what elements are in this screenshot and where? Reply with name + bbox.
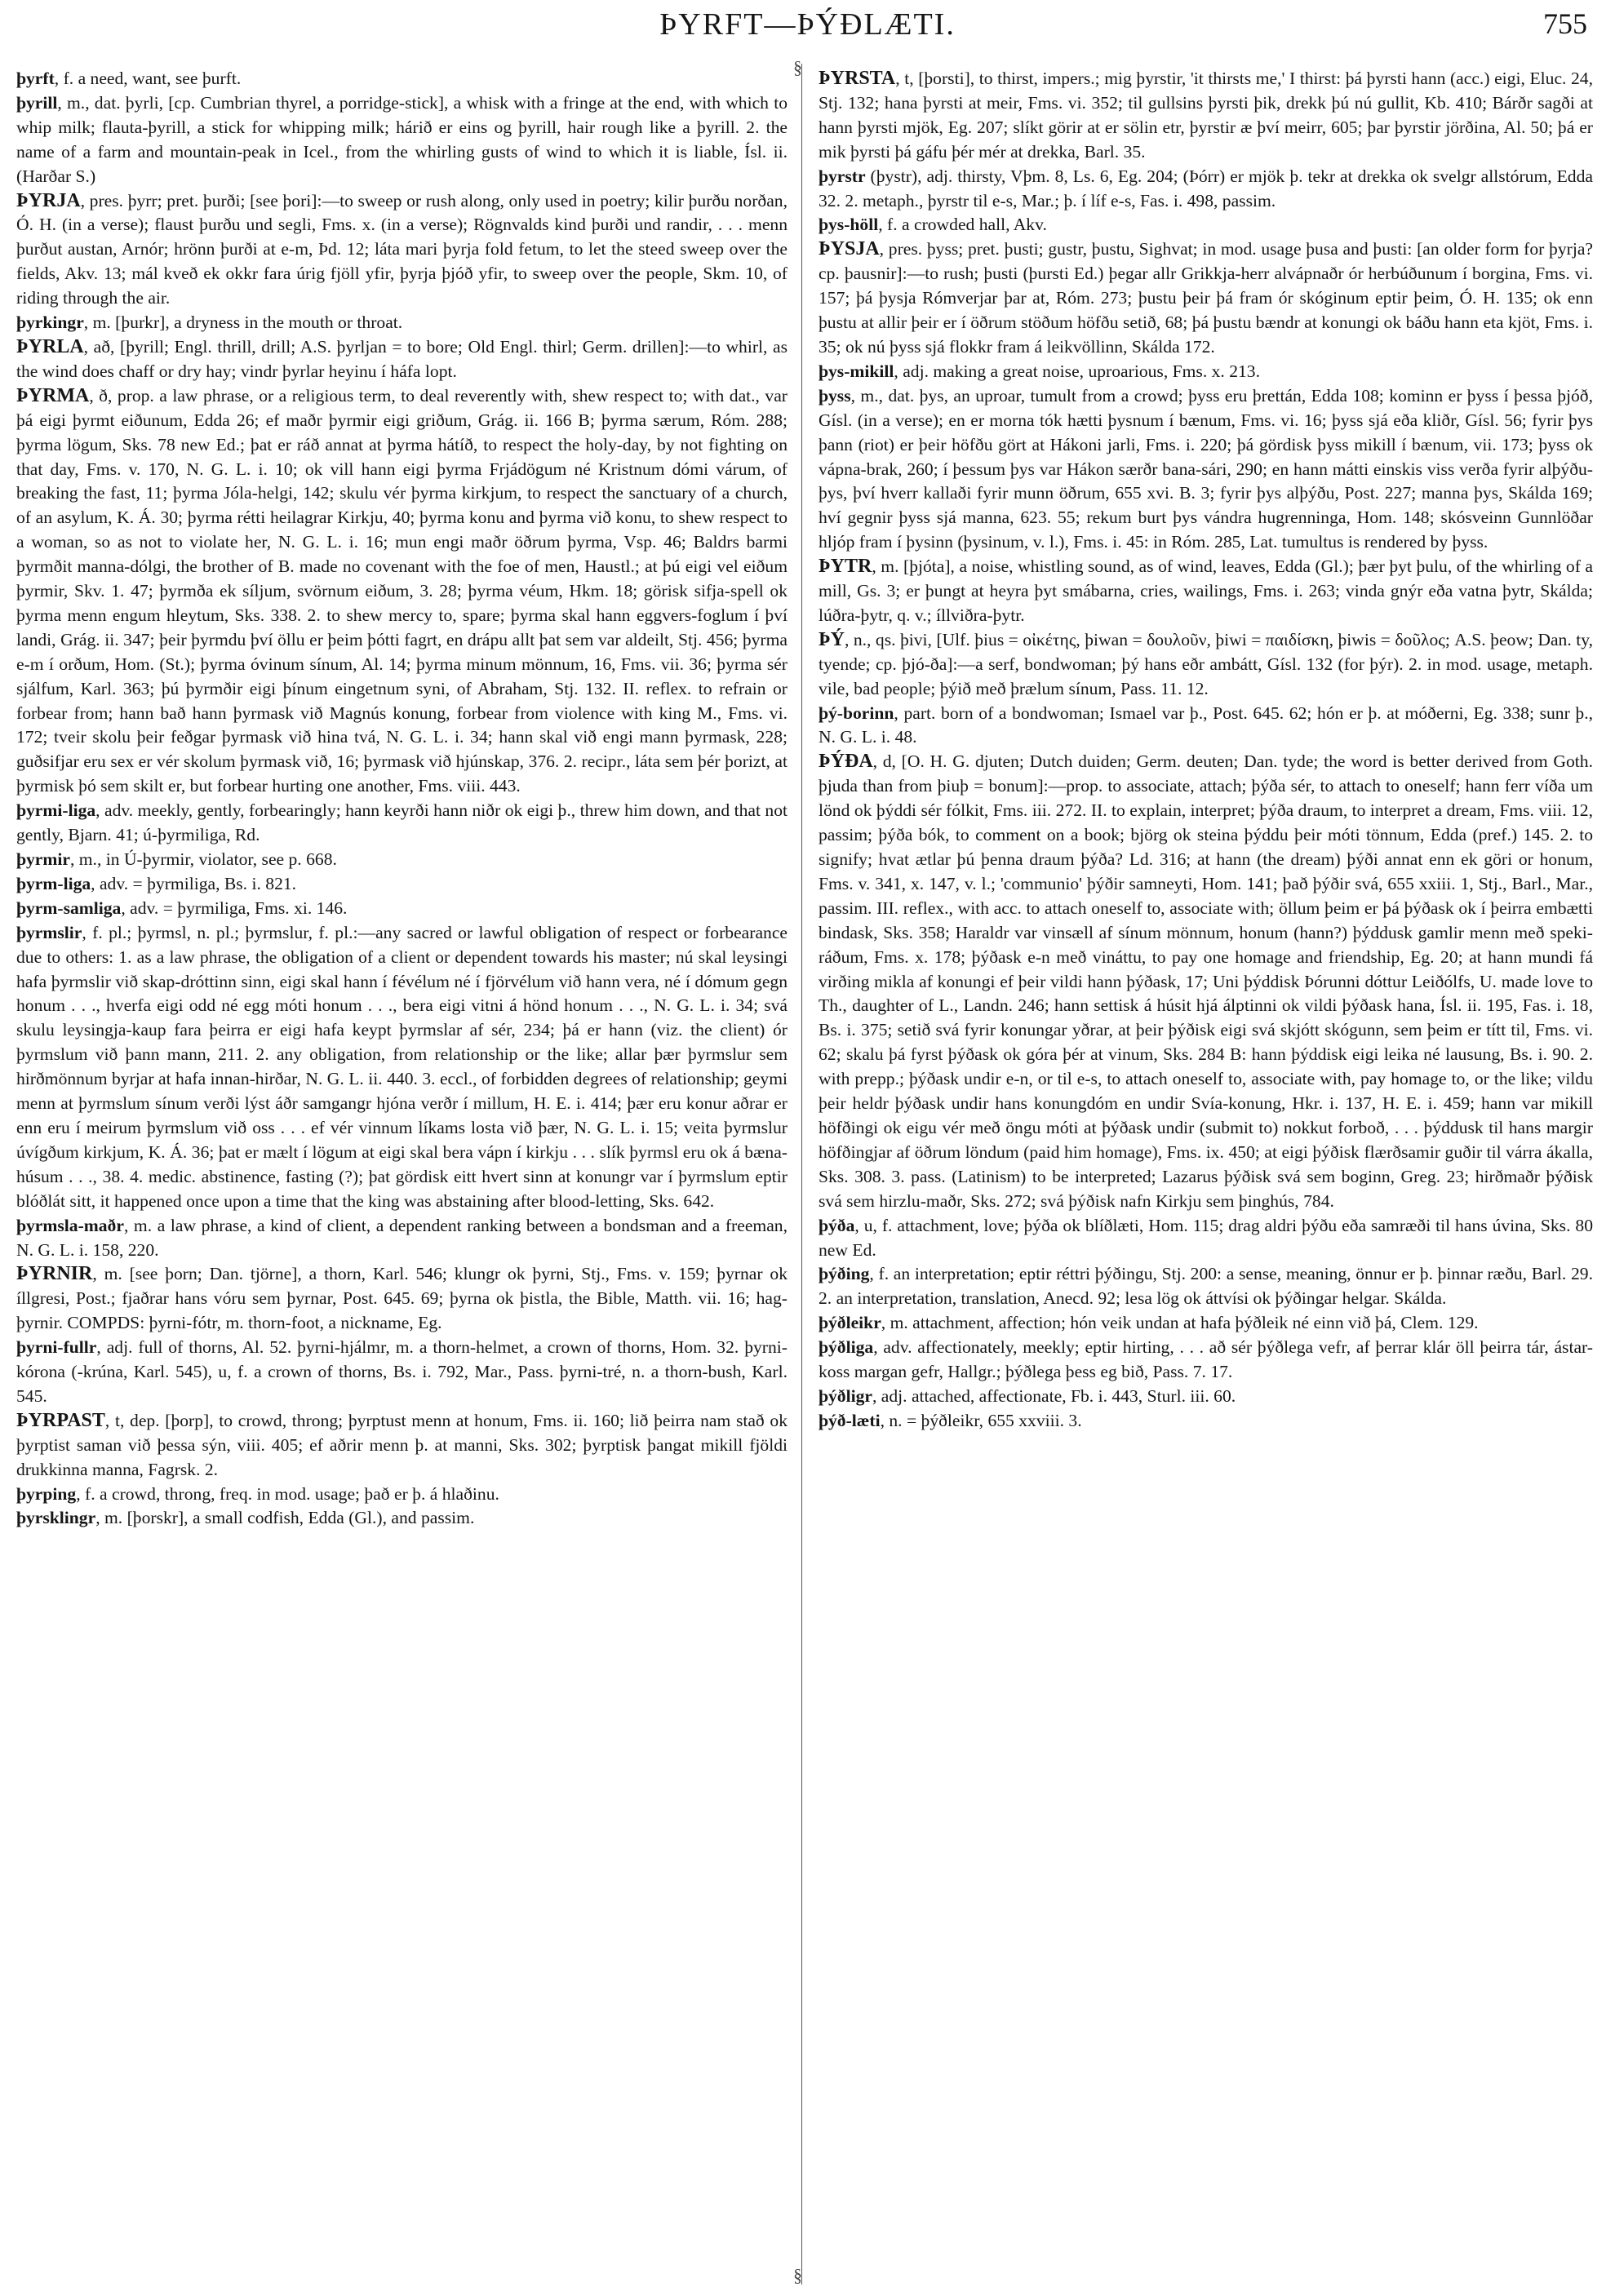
entry-headword: þys-höll [819,215,879,235]
entry-headword: þyrm-samliga [16,898,122,918]
dictionary-entry [819,67,1593,165]
entry-definition: , adj. attached, affectionate, Fb. i. 443, Sturl. iii. 60. [872,1385,1236,1406]
entry-definition: , d, [O. H. G. djuten; Dutch duiden; Germ. deuten; Dan. tyde; the word is better derived from Goth. þjuda than from þiuþ = bonum]:—prop. to associate, attach; þýða sér, to attach to oneself; hann ferr víða um lönd ok þýddi sér fólkit, Fms. iii. 272. II. to explain, interpret; þýða draum, to interpret a dream, Fms. viii. 12, passim; þýða bók, to comment on a book; björg ok steina þýddu þeir móti tönnum, Edda (pref.) 145. 2. to signify; hvat ætlar þú þenna draum þýða? Ld. 316; at hann (the dream) þýði annat enn ek göri or honum, Fms. v. 341, x. 147, v. l.; 'communio' þýðir samneyti, Hom. 141; það þýðir svá, 655 xxiii. 1, Stj., Barl., Mar., passim. III. reflex., with acc. to attach oneself to, associate with; öllum þeim er þá þýðask ok í þeirra embætti bindask, Sks. 358; Haraldr var vinsæll af sínum mönnum, honum (hann?) þýddusk gamlir menn með speki-ráðum, Fms. x. 178; þýðask e-n með vináttu, to pay one homage and friendship, Eg. 20; at hann mundi fá virðing mikla af konungi ef þeir vildi hann þýðask, 17; Uni þýddisk Þórunni dóttur Leiðólfs, U. made love to Th., daughter of L., Landn. 246; hann settisk á húsit hjá álptinni ok vildi þýðask hana, Ísl. ii. 195, Fas. i. 18, Bs. i. 375; setið svá fyrir konungar yðrar, at þeir þýðisk eigi svá skjótt skógunn, sem þeim er títt til, Fms. vi. 62; skalu þá fyrst þýðask ok góra þér at vinum, Sks. 284 B: hann þýddisk eigi leika né lausung, Bs. i. 90. 2. with prepp.; þýðask undir e-n, or til e-s, to attach oneself to, associate with, pay homage to, or the like; vildu þeir heldr þýðask undir hans konungdóm en undir Svía-konung, Hkr. i. 137, H. E. i. 459; hann var mikill höfðingi ok eigu vér með öngu móti at þýðask undir (submit to) nokkut forboð, . . . þýddusk til hans margir höfðingjar af öðrum löndum (paid him homage), Fms. ix. 450; at eigi þýðisk flærðsamir guðir til várra ákalla, Sks. 308. 3. pass. (Latinism) to be interpreted; Lazarus þýðisk svá sem boginn, Greg. 23; hirðmaðr þýðisk svá sem hirzlu-maðr, Sks. 272; svá þýðisk nafn Kirkju sem þinghús, 784. [819,751,1593,1211]
dictionary-entry [819,1311,1593,1336]
entry-headword: þyrping [16,1483,77,1504]
dictionary-entry [16,872,788,897]
dictionary-entry [16,1336,788,1409]
entry-definition: , m. [þurkr], a dryness in the mouth or throat. [83,312,403,333]
page-title: ÞYRFT—ÞÝÐLÆTI. [659,7,956,42]
entry-headword: ÞYTR [819,556,872,578]
entry-headword: þys-mikill [819,361,894,381]
entry-definition: , u, f. attachment, love; þýða ok blíðlæti, Hom. 115; drag aldri þýðu eða samræði til hans úvina, Sks. 80 new Ed. [819,1215,1593,1260]
entry-definition: (þystr), adj. thirsty, Vþm. 8, Ls. 6, Eg. 204; (Þórr) er mjök þ. tekr at drekka ok svelgr allstórum, Edda 32. 2. metaph., þyrstr til e-s, Mar.; þ. í líf e-s, Fas. i. 498, passim. [819,166,1593,211]
left-column [16,67,788,2282]
entry-definition: , m. [þorskr], a small codfish, Edda (Gl.), and passim. [95,1508,475,1528]
dictionary-entry [819,1214,1593,1263]
entry-headword: þýðing [819,1264,870,1284]
dictionary-entry [819,750,1593,1213]
dictionary-entry [819,702,1593,751]
entry-headword: þýðligr [819,1385,872,1406]
entry-definition: , m. [see þorn; Dan. tjörne], a thorn, Karl. 546; klungr ok þyrni, Stj., Fms. v. 159; þyrnar ok íllgresi, Post.; fjaðrar hans vóru sem þyrnar, Post. 645. 69; þyrna ok þistla, the Bible, Matth. vii. 16; hag-þyrnir. COMPDS: þyrni-fótr, m. thorn-foot, a nickname, Eg. [16,1264,788,1333]
entry-definition: , adv. = þyrmiliga, Bs. i. 821. [91,873,297,893]
entry-definition: , part. born of a bondwoman; Ismael var þ., Post. 645. 62; hón er þ. at móðerni, Eg. 338; sunr þ., N. G. L. i. 48. [819,703,1593,747]
entry-definition: , adj. making a great noise, uproarious, Fms. x. 213. [894,361,1261,381]
column-divider [801,64,802,2285]
entry-definition: , f. a crowd, throng, freq. in mod. usage; það er þ. á hlaðinu. [76,1483,499,1504]
dictionary-entry [16,921,788,1214]
entry-headword: þyrill [16,92,58,113]
entry-definition: , n., qs. þivi, [Ulf. þius = οἰκέτης, þiwan = δουλοῦν, þiwi = παιδίσκη, þiwis = δοῦλος; A.S. þeow; Dan. ty, tyende; cp. þjó-ða]:—a serf, bondwoman; þý hans eðr ambátt, Gísl. 132 (for þýr). 2. in mod. usage, metaph. vile, bad people; þýið með þrælum sínum, Pass. 11. 12. [819,629,1593,698]
dictionary-entry [16,384,788,799]
entry-definition: , pres. þyss; pret. þusti; gustr, þustu, Sighvat; in mod. usage þusa and þusti: [an older form for þyrja? cp. þausnir]:—to rush; þusti (þursti Ed.) þegar allr Grikkja-herr alvápnaðr ór herbúðunum í borgina, Fms. vi. 157; þá þysja Rómverjar þar at, Róm. 273; þustu þeir þá fram ór skóginum eptir þeim, Ó. H. 135; ok enn þustu at allir þeir er í öðrum stöðum höfðu setið, 68; þá þustu bændr at konungi ok báðu hann eta kjöt, Fms. i. 35; ok nú þyss sjá flokkr fram á leikvöllinn, Skálda 172. [819,239,1593,357]
dictionary-entry [16,897,788,921]
page-number: 755 [1543,7,1587,40]
entry-definition: , ð, prop. a law phrase, or a religious term, to deal reverently with, shew respect to; with dat., var þá eigi þyrmt eiðunum, Edda 26; ef maðr þyrmir eigi griðum, Grág. ii. 166 B; þyrma særum, Róm. 288; þyrma lögum, Sks. 78 new Ed.; þat er ráð annat at þyrma hátíð, to respect the holy-day, by not fighting on that day, Fms. v. 170, N. G. L. i. 10; ok vill hann eigi þyrma Frjádögum né Kristnum dómi várum, of breaking the fast, 11; þyrma Jóla-helgi, 142; skulu vér þyrma kirkjum, to respect the sanctuary of a church, of an asylum, K. Á. 30; þyrma rétti heilagrar Kirkju, 40; þyrma konu and þyrma við konu, to shew respect to a woman, so as not to violate her, N. G. L. i. 16; mun engi maðr öðrum þyrma, Vsp. 46; Baldrs barmi þyrmðit manna-dólgi, the brother of B. made no covenant with the foe of men, Haustl.; at þú eigi vel eiðum þyrmir, Skv. 1. 47; þyrmða ek síljum, svörnum eiðum, 3. 28; þyrma véum, Hkm. 18; görisk sifja-spell ok þyrma menn engum hleytum, Sks. 338. 2. to shew mercy to, spare; þyrma skal hann eggvers-foglum í því landi, Grág. ii. 347; þeir þyrmdu því öllu er þeim þótti fagrt, en drápu allt þat sem var aldeilt, Stj. 456; þyrma e-m í orðum, Hom. (St.); þyrma óvinum sínum, Al. 14; þyrma minum mönnum, 16, Fms. vii. 36; þyrma sér sjálfum, Karl. 363; þú þyrmðir eigi þínum eingetnum syni, of Abraham, Stj. 132. II. reflex. to refrain or forbear from; hann bað hann þyrmask við Magnús konung, forbear from violence with king M., Fms. vi. 172; tveir skolu þeir feðgar þyrmask við hina tvá, N. G. L. i. 34; hann skal við engi mann þyrmask, 228; guðsifjar eru sex er vér skolum þyrmask við, 16; þyrmask við hjúnskap, 376. 2. recipr., láta sem þér þorizt, at þyrmisk þó sem skilt er, but forbear hurting one another, Fms. viii. 443. [16,385,788,796]
dictionary-entry [16,189,788,312]
entry-definition: , m. [þjóta], a noise, whistling sound, as of wind, leaves, Edda (Gl.); þær þyt þulu, of the whirling of a mill, Gs. 3; er þungt at heyra þyt smábarna, cries, wailings, Fms. i. 263; vinda gnýr eða vatna þytr, Skálda; lúðra-þytr, q. v.; íllviðra-þytr. [819,556,1593,625]
entry-headword: ÞYRJA [16,189,81,211]
entry-headword: ÞYRLA [16,335,84,357]
entry-headword: þyss [819,385,851,406]
entry-headword: þýða [819,1215,855,1235]
entry-headword: ÞÝ [819,628,845,650]
entry-definition: , pres. þyrr; pret. þurði; [see þori]:—to sweep or rush along, only used in poetry; kilir þurðu norðan, Ó. H. (in a verse); flaust þurðu und segli, Fms. x. (in a verse); Rögnvalds kind þurði und randir, . . . menn þurðut austan, Arnór; hrönn þurði at e-m, Þd. 12; láta mari þyrja fold fetum, to let the steed sweep over the fields, Akv. 13; mál kveð ek okkr fara úrig fjöll yfir, þyrja þjóð yfir, to sweep over the people, Skm. 10, of riding through the air. [16,190,788,308]
entry-headword: þyrstr [819,166,866,186]
entry-definition: , adv. = þyrmiliga, Fms. xi. 146. [121,898,348,918]
entry-headword: ÞÝÐA [819,751,873,773]
entry-headword: þýðliga [819,1337,874,1358]
entry-headword: þyrmsla-maðr [16,1215,124,1235]
entry-definition: , m. a law phrase, a kind of client, a dependent ranking between a bondsman and a freeman, N. G. L. i. 158, 220. [16,1215,788,1260]
entry-headword: þýð-læti [819,1410,881,1430]
entry-definition: , m., dat. þyrli, [cp. Cumbrian thyrel, a porridge-stick], a whisk with a fringe at the end, with which to whip milk; flauta-þyrill, a stick for whipping milk; hárið er eins og þyrill, hair rough like a þyrill. 2. the name of a farm and mountain-peak in Icel., from the whirling gusts of wind to which it is liable, Ísl. ii. (Harðar S.) [16,92,788,186]
dictionary-entry [819,1336,1593,1385]
entry-definition: , m., in Ú-þyrmir, violator, see p. 668. [69,849,337,869]
entry-headword: þyrkingr [16,312,84,333]
dictionary-entry [16,67,788,91]
dictionary-entry [16,1214,788,1263]
dictionary-entry [819,555,1593,628]
entry-definition: , adv. affectionately, meekly; eptir hirting, . . . að sér þýðlega vefr, af þerrar klár öll þeirra tár, ástar-koss margan gefr, Hallgr.; þýðlega þess eg bið, Pass. 7. 17. [819,1337,1593,1382]
entry-definition: , m., dat. þys, an uproar, tumult from a crowd; þyss eru þrettán, Edda 108; kominn er þyss í þessa þjóð, Gísl. (in a verse); en er morna tók hætti þysnum í bænum, Fms. vi. 16; þyss sjá eða kliðr, Gísl. 56; fyrir þys þann (riot) er þeir höfðu gört at Hákoni jarli, Fms. i. 220; þá gördisk þyss mikill í bænum, vii. 173; þyss ok vápna-brak, 260; í þessum þys var Hákon særðr bana-sári, 290; en hann mátti einskis viss verða fyrir alþýðu-þys, því hverr kallaði fyrir munn öðrum, 655 xvi. B. 3; fyrir þys alþýðu, Post. 227; manna þys, Skálda 169; hví gegnir þyss sjá manna, 623. 55; rekum burt þys vándra hugrenninga, Hom. 148; skósveinn Gunnlöðar hljóp fram í þysinn (þysinum, v. l.), Fms. i. 45: in Róm. 285, Lat. tumultus is rendered by þyss. [819,385,1593,552]
divider-ornament-top: § [793,57,802,78]
entry-definition: , f. an interpretation; eptir réttri þýðingu, Stj. 200: a sense, meaning, önnur er þ. þinnar ræðu, Barl. 29. 2. an interpretation, translation, Anecd. 92; lesa lög ok áttvísi ok þýðingar helgar. Skálda. [819,1264,1593,1309]
entry-definition: , að, [þyrill; Engl. thrill, drill; A.S. þyrljan = to bore; Old Engl. thirl; Germ. drillen]:—to whirl, as the wind does chaff or dry hay; vindr þyrlar heyinu í háfa lopt. [16,336,788,381]
entry-headword: ÞYSJA [819,238,880,260]
dictionary-entry [819,1409,1593,1434]
entry-headword: ÞYRPAST [16,1409,105,1431]
right-column [819,67,1593,2282]
entry-definition: , m. attachment, affection; hón veik undan at hafa þýðleik né einn við þá, Clem. 129. [881,1313,1479,1333]
dictionary-entry [819,384,1593,555]
dictionary-entry [16,1262,788,1336]
dictionary-entry [819,1385,1593,1409]
entry-headword: þyrft [16,69,55,88]
dictionary-entry [819,213,1593,237]
entry-definition: , f. a need, want, see þurft. [54,69,242,88]
entry-headword: þyrm-liga [16,873,91,893]
dictionary-entry [16,1409,788,1483]
entry-headword: þyrsklingr [16,1508,96,1528]
dictionary-entry [819,360,1593,384]
dictionary-entry [16,848,788,872]
dictionary-entry [819,165,1593,214]
entry-headword: þýðleikr [819,1313,881,1333]
entry-headword: þý-borinn [819,703,894,723]
dictionary-entry [819,1262,1593,1311]
entry-headword: þyrmslir [16,922,82,942]
entry-headword: ÞYRNIR [16,1263,93,1285]
entry-headword: þyrni-fullr [16,1337,97,1358]
entry-definition: , t, dep. [þorp], to crowd, throng; þyrptust menn at honum, Fms. ii. 160; lið þeirra nam stað ok þyrptist saman við þessa sýn, viii. 405; ef aðrir menn þ. at manni, Sks. 302; þyrptisk þangat mikill fjöldi drukkinna manna, Fagrsk. 2. [16,1410,788,1479]
page-header [0,0,1615,57]
dictionary-entry [16,1506,788,1531]
dictionary-entry [16,335,788,384]
entry-headword: þyrmi-liga [16,800,96,821]
divider-ornament-bottom: § [793,2265,802,2285]
entry-definition: , adj. full of thorns, Al. 52. þyrni-hjálmr, m. a thorn-helmet, a crown of thorns, Hom. 32. þyrni-kórona (-krúna, Karl. 545), u, f. a crown of thorns, Bs. i. 792, Mar., Pass. þyrni-tré, n. a thorn-bush, Karl. 545. [16,1337,788,1406]
dictionary-entry [819,628,1593,702]
entry-headword: ÞYRSTA [819,68,896,89]
dictionary-entry [16,91,788,189]
entry-definition: , t, [þorsti], to thirst, impers.; mig þyrstir, 'it thirsts me,' I thirst: þá þyrsti hann (acc.) eigi, Eluc. 24, Stj. 132; hana þyrsti at meir, Fms. vi. 352; til gullsins þyrsti þik, drekk þú nú gullit, Kb. 410; Bárðr sagði at hann þyrsti mjök, Eg. 207; slíkt görir at er sölin etr, þyrstir æ því meirr, 605; þar þyrstir jörðina, Al. 50; þá er mik þyrsti þá gáfu þér mér at drekka, Barl. 35. [819,69,1593,162]
entry-headword: ÞYRMA [16,384,90,406]
entry-definition: , adv. meekly, gently, forbearingly; hann keyrði hann niðr ok eigi þ., threw him down, and that not gently, Bjarn. 41; ú-þyrmiliga, Rd. [16,800,788,845]
entry-definition: , f. a crowded hall, Akv. [878,215,1047,235]
dictionary-entry [819,237,1593,360]
entry-headword: þyrmir [16,849,70,869]
dictionary-entry [16,1483,788,1507]
entry-definition: , n. = þýðleikr, 655 xxviii. 3. [880,1410,1082,1430]
dictionary-entry [16,311,788,335]
entry-definition: , f. pl.; þyrmsl, n. pl.; þyrmslur, f. pl.:—any sacred or lawful obligation of respect or forbearance due to others: 1. as a law phrase, the obligation of a client or dependent towards his master; nú skal leysingi hafa þyrmslir við skap-dróttinn sinn, eigi skal hann í févélum né í fjörvélum við hann vera, né í dómum gegn honum . . ., hverfa eigi odd né egg móti honum . . ., bera eigi vitni á hönd honum . . ., N. G. L. i. 34; svá skulu leysingja-kaup fara þeirra er eigi hafa keypt þyrmslar af sér, 234; þá er hann (viz. the client) ór þyrmslum við þann mann, 211. 2. any obligation, from relationship or the like; allar þær þyrmslur sem hirðmönnum byrjar at hafa innan-hirðar, N. G. L. ii. 440. 3. eccl., of forbidden degrees of relationship; geymi menn at þyrmslum sínum verði lýst áðr samgangr hjóna verðr í millum, H. E. i. 414; þær eru konur aðrar er enn eru í meirum þyrmslum við oss . . . ef vér vinnum líkams losta við þær, N. G. L. i. 15; veita þyrmslur úvígðum kirkjum, K. Á. 36; þat er mælt í lögum at eigi skal bera vápn í kirkju . . . slík þyrmsl eru ok á bæna-húsum . . ., 38. 4. medic. abstinence, fasting (?); þat gördisk eitt hvert sinn at konungr var í þyrmslum eptir blóðlát sitt, it happened once upon a time that the king was abstaining after blood-letting, Sks. 642. [16,922,788,1211]
dictionary-entry [16,799,788,848]
